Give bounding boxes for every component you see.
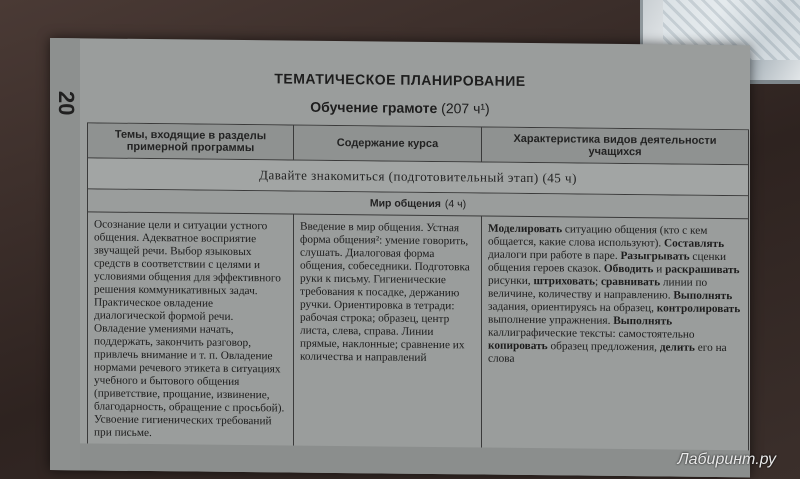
cell-activities xyxy=(482,217,748,460)
activity-text: образец предложения, xyxy=(547,340,660,354)
activity-verb: копировать xyxy=(488,339,548,353)
activity-verb: Моделировать xyxy=(488,222,563,236)
header-activities: Характеристика видов деятельности учащихся xyxy=(513,132,717,159)
activity-verb: штриховать xyxy=(533,275,596,288)
section-row: Давайте знакомиться (подготовительный этап) (45 ч) xyxy=(88,158,748,196)
header-topics: Темы, входящие в разделы примерной программы xyxy=(88,123,294,159)
activity-verb: Разыгрывать xyxy=(620,249,690,263)
cell-content-text: Введение в мир общения. Устная форма общения²: умение говорить, слушать. Диалоговая форма общения, собеседники. Подготовка руки к письму. Гигиенические требования к посадке, держанию ручки. Ориентировка в тетради: рабочая строка; образец, центр листа, слева, справа. Линии прямые, наклонные; сравнение их количества и направлений xyxy=(300,220,470,364)
page-title: ТЕМАТИЧЕСКОЕ ПЛАНИРОВАНИЕ xyxy=(274,70,526,89)
cell-activities-text xyxy=(488,223,742,369)
activity-text: рисунки, xyxy=(488,274,534,288)
subsection-hours: (4 ч) xyxy=(444,198,467,211)
activity-verb: раскрашивать xyxy=(665,263,740,277)
activity-text: его на слова xyxy=(488,341,727,365)
activity-verb: Выполнять xyxy=(613,314,673,328)
page-subtitle xyxy=(50,96,750,119)
subsection-label: Мир общения xyxy=(369,197,441,211)
watermark-text: Лабиринт.ру xyxy=(677,451,776,468)
cell-topics xyxy=(88,212,294,454)
activity-verb: Обводить xyxy=(603,262,654,276)
activity-text: выполнение упражнения. xyxy=(488,313,614,327)
page-number: 20 xyxy=(54,90,80,116)
activity-text: диалоги при работе в паре. xyxy=(488,248,621,262)
activity-verb: сравнивать xyxy=(601,275,661,289)
cell-topics-text: Осознание цели и ситуации устного общения. Адекватное восприятие звучащей речи. Выбор языковых средств в соответствии с целями и условиями общения для эффективного решения коммуникативных задач. Практическое овладение диалогической формой речи. Овладение умениями начать, поддержать, закончить разговор, привлечь внимание и т. п. Овладение нормами речевого этикета в ситуациях учебного и бытового общения (приветствие, прощание, извинение, благодарность, обращение с просьбой). Усвоение гигиенических требований при письме. xyxy=(94,218,285,440)
subtitle-main: Обучение грамоте xyxy=(310,98,438,117)
activity-verb: Выполнять xyxy=(673,289,733,303)
activity-text: сценки общения героев сказок. xyxy=(488,250,727,275)
activity-text: ; xyxy=(595,275,601,288)
activity-verb: контролировать xyxy=(656,302,741,316)
activity-text: линии по величине, количеству и направлению. xyxy=(488,276,708,302)
cell-content xyxy=(294,215,482,457)
activity-verb: делить xyxy=(659,341,695,354)
table-row xyxy=(88,212,748,459)
planning-table xyxy=(87,122,749,460)
activity-verb: Составлять xyxy=(664,237,725,251)
header-content: Содержание курса xyxy=(294,126,482,162)
activity-text: ситуацию общения (кто с кем общается, какие слова используют). xyxy=(488,223,708,250)
subtitle-hours: (207 ч¹) xyxy=(441,100,490,117)
activity-text: и xyxy=(653,263,666,276)
book-page xyxy=(50,38,750,477)
activity-text: каллиграфические тексты: самостоятельно xyxy=(488,326,695,341)
activity-text: задания, ориентируясь на образец, xyxy=(488,300,657,315)
